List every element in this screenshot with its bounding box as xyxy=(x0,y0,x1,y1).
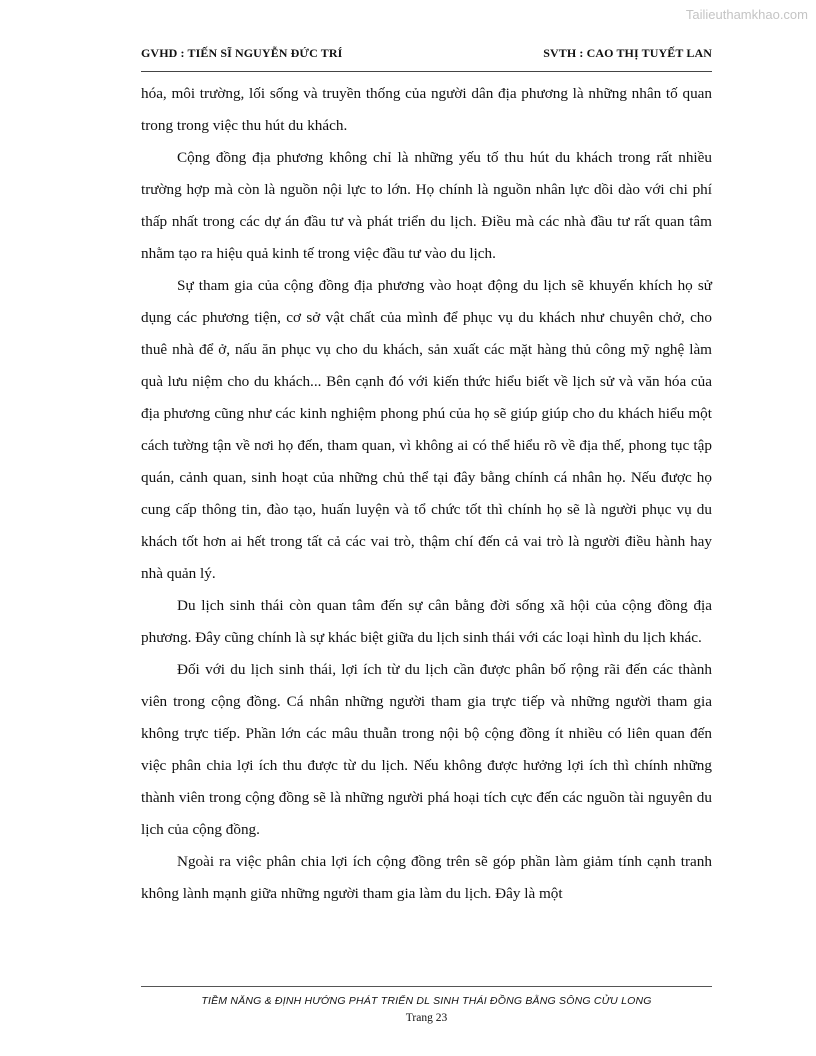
footer-title: TIỀM NĂNG & ĐỊNH HƯỚNG PHÁT TRIỂN DL SINH THÁI ĐỒNG BẰNG SÔNG CỬU LONG xyxy=(201,995,652,1007)
header-divider xyxy=(141,71,712,72)
paragraph: Du lịch sinh thái còn quan tâm đến sự cân bằng đời sống xã hội của cộng đồng địa phương. Đây cũng chính là sự khác biệt giữa du lịch sinh thái với các loại hình du lịch khác. xyxy=(141,597,712,646)
paragraph: Sự tham gia của cộng đồng địa phương vào hoạt động du lịch sẽ khuyến khích họ sử dụng các phương tiện, cơ sở vật chất của mình để phục vụ du khách như chuyên chở, cho thuê nhà để ở, nấu ăn phục vụ cho du khách, sản xuất các mặt hàng thủ công mỹ nghệ làm quà lưu niệm cho du khách... Bên cạnh đó với kiến thức hiểu biết về lịch sử và văn hóa của địa phương cũng như các kinh nghiệm phong phú của họ sẽ giúp giúp cho du khách hiểu một cách tường tận về nơi họ đến, tham quan, vì không ai có thể hiểu rõ về địa thế, phong tục tập quán, cảnh quan, sinh hoạt của những chủ thể tại đây bằng chính cá nhân họ. Nếu được họ cung cấp thông tin, đào tạo, huấn luyện và tổ chức tốt thì chính họ sẽ là người phục vụ du khách tốt hơn ai hết trong tất cả các vai trò, thậm chí đến cả vai trò là người điều hành hay nhà quản lý. xyxy=(141,277,712,582)
header-advisor: GVHD : TIẾN SĨ NGUYỄN ĐỨC TRÍ xyxy=(141,46,343,60)
footer-divider xyxy=(141,986,712,987)
paragraph: Đối với du lịch sinh thái, lợi ích từ du lịch cần được phân bố rộng rãi đến các thành viên trong cộng đồng. Cá nhân những người tham gia trực tiếp và những người tham gia không trực tiếp. Phần lớn các mâu thuẫn trong nội bộ cộng đồng ít nhiều có liên quan đến việc phân chia lợi ích thu được từ du lịch. Nếu không được hưởng lợi ích thì chính những thành viên trong cộng đồng sẽ là những người phá hoại tích cực đến các nguồn tài nguyên du lịch của cộng đồng. xyxy=(141,661,712,838)
watermark: Tailieuthamkhao.com xyxy=(685,7,808,22)
page-header xyxy=(141,46,712,61)
body-text xyxy=(141,78,712,910)
paragraph: Cộng đồng địa phương không chỉ là những yếu tố thu hút du khách trong rất nhiều trường hợp mà còn là nguồn nội lực to lớn. Họ chính là nguồn nhân lực dồi dào với chi phí thấp nhất trong các dự án đầu tư và phát triển du lịch. Điều mà các nhà đầu tư rất quan tâm nhằm tạo ra hiệu quả kinh tế trong việc đầu tư vào du lịch. xyxy=(141,149,712,262)
paragraph: hóa, môi trường, lối sống và truyền thống của người dân địa phương là những nhân tố quan trong trong việc thu hút du khách. xyxy=(141,85,712,134)
paragraph: Ngoài ra việc phân chia lợi ích cộng đồng trên sẽ góp phần làm giảm tính cạnh tranh không lành mạnh giữa những người tham gia làm du lịch. Đây là một xyxy=(141,853,712,902)
header-student: SVTH : CAO THỊ TUYẾT LAN xyxy=(543,46,712,60)
page-number: Trang 23 xyxy=(405,1012,448,1024)
